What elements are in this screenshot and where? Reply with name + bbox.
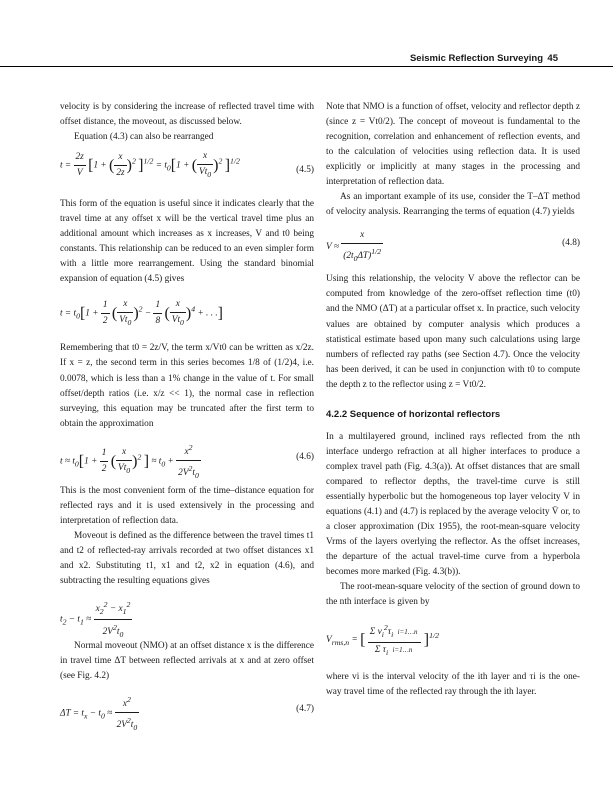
- left-paragraph-3: This form of the equation is useful since it indicates clearly that the travel time at any offset x will be the vertical travel time plus an additional amount which increases as x increases, V and t0 being constants. This relationship can be reduced to an even simpler form with a little more rearrangement. Using the standard binomial expansion of equation (4.5) gives: [60, 199, 314, 285]
- right-paragraph-3: Using this relationship, the velocity V above the reflector can be computed from knowledge of the zero-offset reflection time (t0) and the NMO (ΔT) at a particular offset x. In practice, such velocity values are obtained by computer analysis which produces a statistical estimate based upon many such calculations using large numbers of reflected ray paths (see Section 4.7). Once the velocity has been derived, it can be used in conjunction with t0 to compute the depth z to the reflector using z = Vt0/2.: [326, 274, 580, 390]
- left-column: [60, 100, 314, 734]
- left-paragraph-4: Remembering that t0 = 2z/V, the term x/Vt0 can be written as x/2z. If x = z, the second term in this series becomes 1/8 of (1/2)4, i.e. 0.0078, which is less than a 1% change in the value of t. For small offset/depth ratios (i.e. x/z << 1), the normal case in reflection surveying, this equation may be truncated after the first term to obtain the approximation: [60, 343, 314, 429]
- equation-number: (4.5): [296, 165, 314, 176]
- page-number: 45: [547, 53, 558, 64]
- header-rule: [0, 66, 613, 67]
- vrms-equation: $V_{rms,n}$ = [ $\frac{\Sigma v_i^2\tau_i i=1\dots n}{\Sigma \tau_i i=1\dots n}$ ]$^{1/2}$: [326, 614, 580, 666]
- equation-number: (4.7): [296, 704, 314, 715]
- right-paragraph-4: In a multilayered ground, inclined rays reflected from the nth interface undergo refraction at all higher interfaces to produce a complex travel path (Fig. 4.3(a)). At offset distances that are small compared to reflector depths, the travel-time curve is still essentially hyperbolic but the homogeneous top layer velocity V in equations (4.1) and (4.7) is replaced by the average velocity V̄ or, to a closer approximation (Dix 1955), the root-mean-square velocity Vrms of the layers overlying the reflector. As the offset increases, the departure of the actual travel-time curve from a hyperbola becomes more marked (Fig. 4.3(b)).: [326, 431, 580, 578]
- equation-number: (4.6): [296, 451, 314, 462]
- left-paragraph-7: Normal moveout (NMO) at an offset distance x is the difference in travel time ΔT between reflected arrivals at x and at zero offset (see Fig. 4.2): [60, 641, 314, 682]
- right-paragraph-5: The root-mean-square velocity of the section of ground down to the nth interface is given by: [326, 582, 580, 608]
- equation-4-6: $t \approx t_0[1$ + $\frac{1}{2}$ ( $\frac{x}{Vt_0}$ )$^2$ ] ≈ $t_0$ + $\frac{x^2}{2V^2t_0}$ (4.6): [60, 436, 314, 480]
- equation-4-5: t = $\frac{2z}{V}$ [1 + ( $\frac{x}{2z}$ )$^2$ ]$^{1/2} = t_0[1$ + ( $\frac{x}{Vt_0}$ )$^2$ ]$^{1/2}$ (4.5): [60, 151, 314, 180]
- equation-4-8: V ≈ $\frac{x}{(2t_0\Delta T)^{1/2}}$ (4.8): [326, 230, 580, 264]
- right-paragraph-1: Note that NMO is a function of offset, velocity and reflector depth z (since z = Vt0/2). The concept of moveout is fundamental to the recognition, correlation and enhancement of reflection events, and to the calculation of velocities using reflection data. It is used explicitly or implicitly at many stages in the processing and interpretation of reflection data.: [326, 102, 580, 188]
- moveout-equation: $t_2 - t_1$ ≈ $\frac{x_2^2 - x_1^2}{2V^2t_0}$: [60, 593, 314, 635]
- running-title: Seismic Reflection Surveying: [409, 53, 543, 64]
- right-paragraph-2: As an important example of its use, consider the T–ΔT method of velocity analysis. Rearranging the terms of equation (4.7) yields: [326, 192, 580, 218]
- right-column: [326, 100, 580, 700]
- equation-number: (4.8): [562, 238, 580, 249]
- running-header: [0, 44, 613, 66]
- equation-4-7: $\Delta T = t_x - t_0$ ≈ $\frac{x^2}{2V^2t_0}$ (4.7): [60, 688, 314, 730]
- right-paragraph-6: where vi is the interval velocity of the ith layer and τi is the one-way travel time of the reflected ray through the ith layer.: [326, 672, 580, 698]
- left-paragraph-5: This is the most convenient form of the time–distance equation for reflected rays and it is used extensively in the processing and interpretation of reflection data.: [60, 485, 314, 526]
- binomial-expansion-equation: $t = t_0[1$ + $\frac{1}{2}$ ( $\frac{x}{Vt_0}$ )$^2$ − $\frac{1}{8}$ ( $\frac{x}{Vt_0}$ )$^4$ + . . .]: [60, 299, 223, 328]
- left-paragraph-1: velocity is by considering the increase of reflected travel time with offset distance, the moveout, as discussed below.: [60, 102, 314, 128]
- section-heading: 4.2.2 Sequence of horizontal reflectors: [326, 408, 501, 420]
- left-paragraph-6: Moveout is defined as the difference between the travel times t1 and t2 of reflected-ray arrivals recorded at two offset distances x1 and x2. Substituting t1, x1 and t2, x2 in equation (4.6), and subtracting the resulting equations gives: [60, 530, 314, 586]
- left-paragraph-2: Equation (4.3) can also be rearranged: [74, 132, 214, 143]
